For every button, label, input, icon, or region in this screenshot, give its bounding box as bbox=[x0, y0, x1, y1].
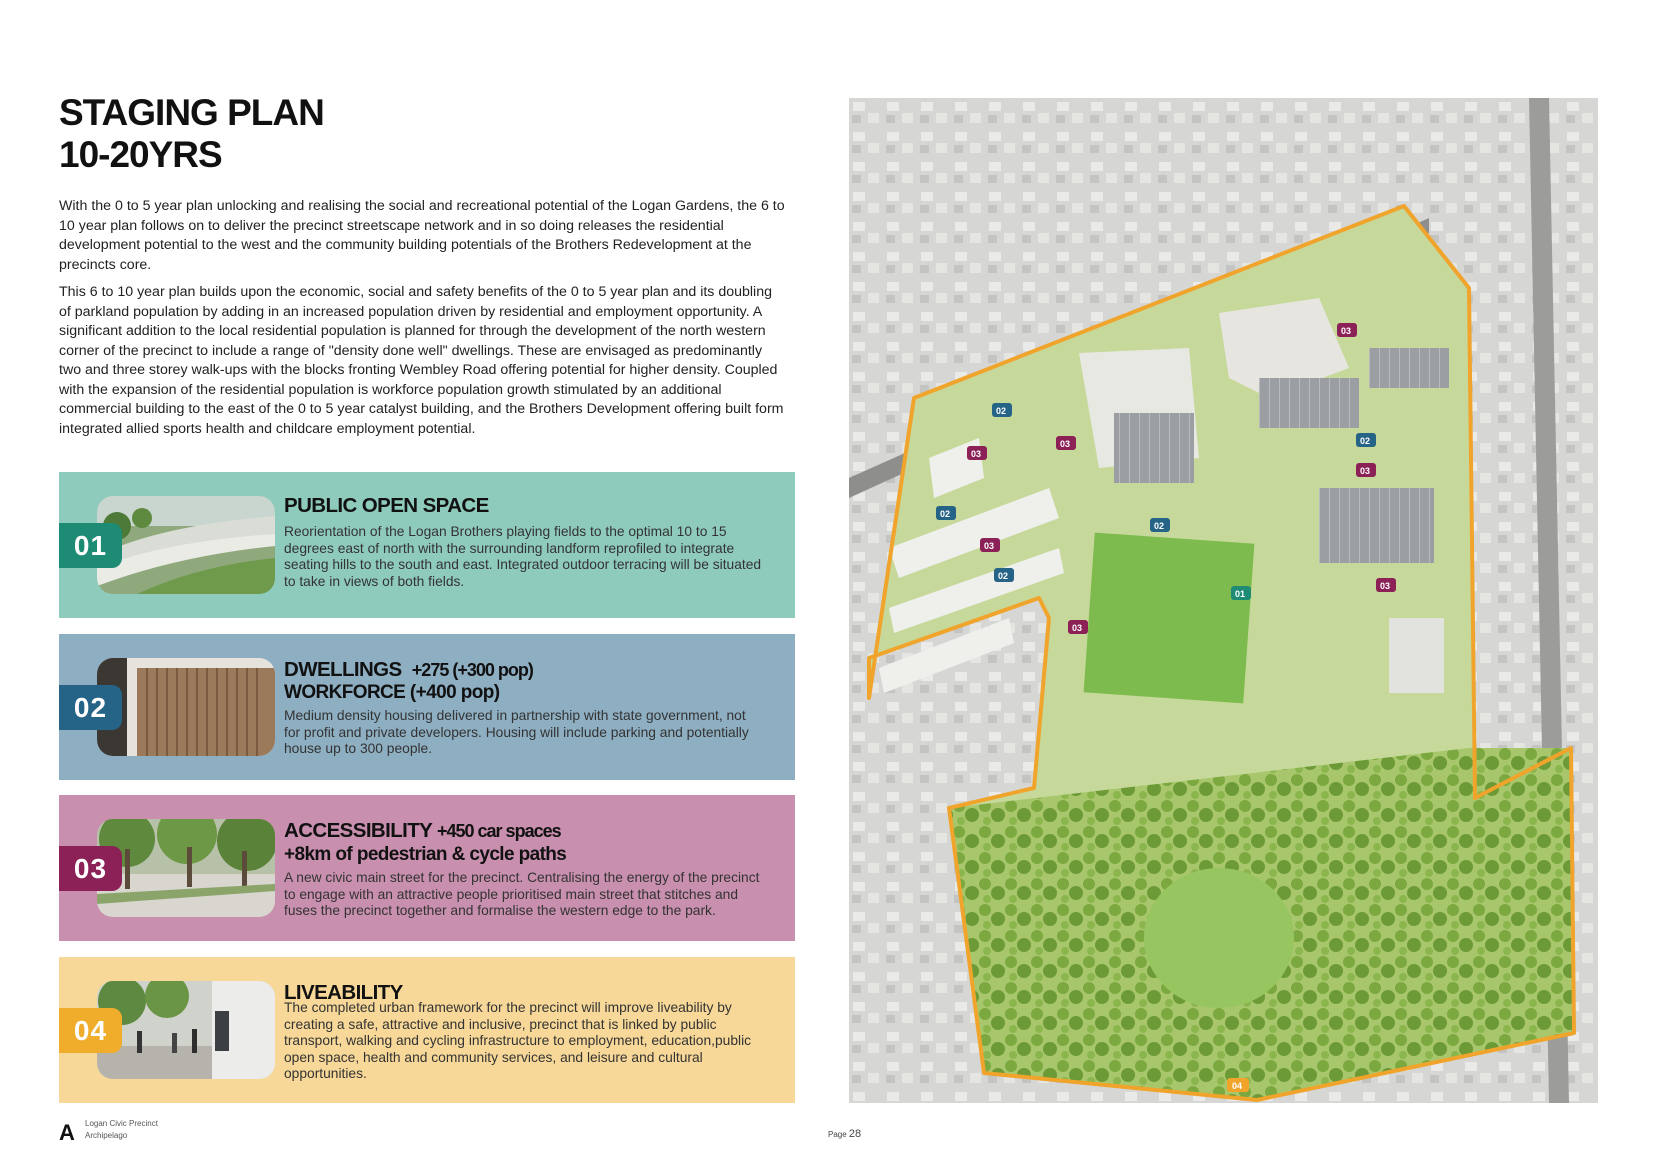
card-heading-extra: +275 (+300 pop) bbox=[411, 660, 533, 680]
card-heading-secondary: WORKFORCE (+400 pop) bbox=[284, 682, 500, 703]
card-accessibility bbox=[59, 795, 795, 941]
map-label-03: 03 bbox=[1360, 466, 1371, 476]
card-liveability bbox=[59, 957, 795, 1103]
footer-company-name: Archipelago bbox=[85, 1131, 128, 1140]
map-label-03: 03 bbox=[971, 449, 982, 459]
footer-project-name: Logan Civic Precinct bbox=[85, 1119, 158, 1128]
title-line-1: STAGING PLAN bbox=[59, 92, 324, 133]
map-label-02: 02 bbox=[1360, 436, 1371, 446]
map-label-02: 02 bbox=[998, 571, 1009, 581]
public-open-space-photo bbox=[97, 496, 275, 594]
title-line-2: 10-20YRS bbox=[59, 134, 222, 175]
archipelago-logo: A bbox=[59, 1120, 75, 1145]
card-heading bbox=[284, 819, 561, 843]
card-description: A new civic main street for the precinct. Centralising the energy of the precinct to engage with an attractive people prioritised main street that stitches and fuses the precinct together and formalise the western edge to the park. bbox=[284, 870, 760, 919]
intro-paragraph-2: This 6 to 10 year plan builds upon the economic, social and safety benefits of the 0 to 5 year plan and its doubling of parkland population by adding in an increased population driven by residential and employment opportunity. A significant addition to the local residential population is planned for through the development of the north western corner of the precinct to include a range of "density done well" dwellings. These are envisaged as predominantly two and three storey walk-ups with the blocks fronting Wembley Road offering potential for higher density. Coupled with the expansion of the residential population is workforce population growth stimulated by an additional commercial building to the east of the 0 to 5 year catalyst building, and the Brothers Development offering built form integrated allied sports health and childcare employment potential. bbox=[59, 284, 784, 437]
card-number-01: 01 bbox=[59, 523, 122, 568]
map-label-03: 03 bbox=[1072, 623, 1083, 633]
card-number-04: 04 bbox=[59, 1008, 122, 1053]
map-label-02: 02 bbox=[940, 509, 951, 519]
card-heading-main: ACCESSIBILITY bbox=[284, 819, 432, 842]
map-label-03: 03 bbox=[1380, 581, 1391, 591]
map-label-03: 03 bbox=[1341, 326, 1352, 336]
map-label-02: 02 bbox=[996, 406, 1007, 416]
page-number bbox=[828, 1128, 861, 1140]
card-heading bbox=[284, 658, 533, 682]
card-dwellings bbox=[59, 634, 795, 780]
map-label-01: 01 bbox=[1235, 589, 1246, 599]
card-heading-main: DWELLINGS bbox=[284, 658, 402, 681]
site-plan-map bbox=[849, 98, 1598, 1103]
card-heading-extra: +450 car spaces bbox=[436, 821, 561, 841]
liveability-photo bbox=[97, 981, 275, 1079]
map-label-03: 03 bbox=[984, 541, 995, 551]
card-description: The completed urban framework for the precinct will improve liveability by creating a safe, attractive and inclusive, precinct that is linked by public transport, walking and cycling infrastructure to employment, education,public open space, health and community services, and leisure and cultural opportunities. bbox=[284, 1000, 752, 1082]
card-number-02: 02 bbox=[59, 685, 122, 730]
page-prefix: Page bbox=[828, 1130, 847, 1139]
card-heading: PUBLIC OPEN SPACE bbox=[284, 494, 489, 517]
intro-paragraph-1: With the 0 to 5 year plan unlocking and realising the social and recreational potential of the Logan Gardens, the 6 to 10 year plan follows on to deliver the precinct streetscape network and in so doing releases the residential development potential to the west and the community building potentials of the Brothers Redevelopment at the precincts core. bbox=[59, 198, 785, 273]
card-heading-secondary: +8km of pedestrian & cycle paths bbox=[284, 844, 567, 865]
card-number-03: 03 bbox=[59, 846, 122, 891]
page-title bbox=[59, 92, 324, 176]
card-heading: LIVEABILITY bbox=[284, 981, 403, 1004]
intro-text bbox=[59, 197, 787, 447]
map-label-04: 04 bbox=[1232, 1081, 1243, 1091]
footer-credits bbox=[85, 1118, 158, 1142]
card-description: Medium density housing delivered in partnership with state government, not for profit and private developers. Housing will include parking and potentially house up to 300 people. bbox=[284, 708, 749, 757]
dwellings-photo bbox=[97, 658, 275, 756]
card-description: Reorientation of the Logan Brothers playing fields to the optimal 10 to 15 degrees east of north with the surrounding landform reprofiled to integrate seating hills to the south and east. Integrated outdoor terracing will be situated to take in views of both fields. bbox=[284, 524, 762, 589]
map-label-02: 02 bbox=[1154, 521, 1165, 531]
card-public-open-space bbox=[59, 472, 795, 618]
page-number-value: 28 bbox=[848, 1128, 862, 1140]
map-label-03: 03 bbox=[1060, 439, 1071, 449]
accessibility-photo bbox=[97, 819, 275, 917]
